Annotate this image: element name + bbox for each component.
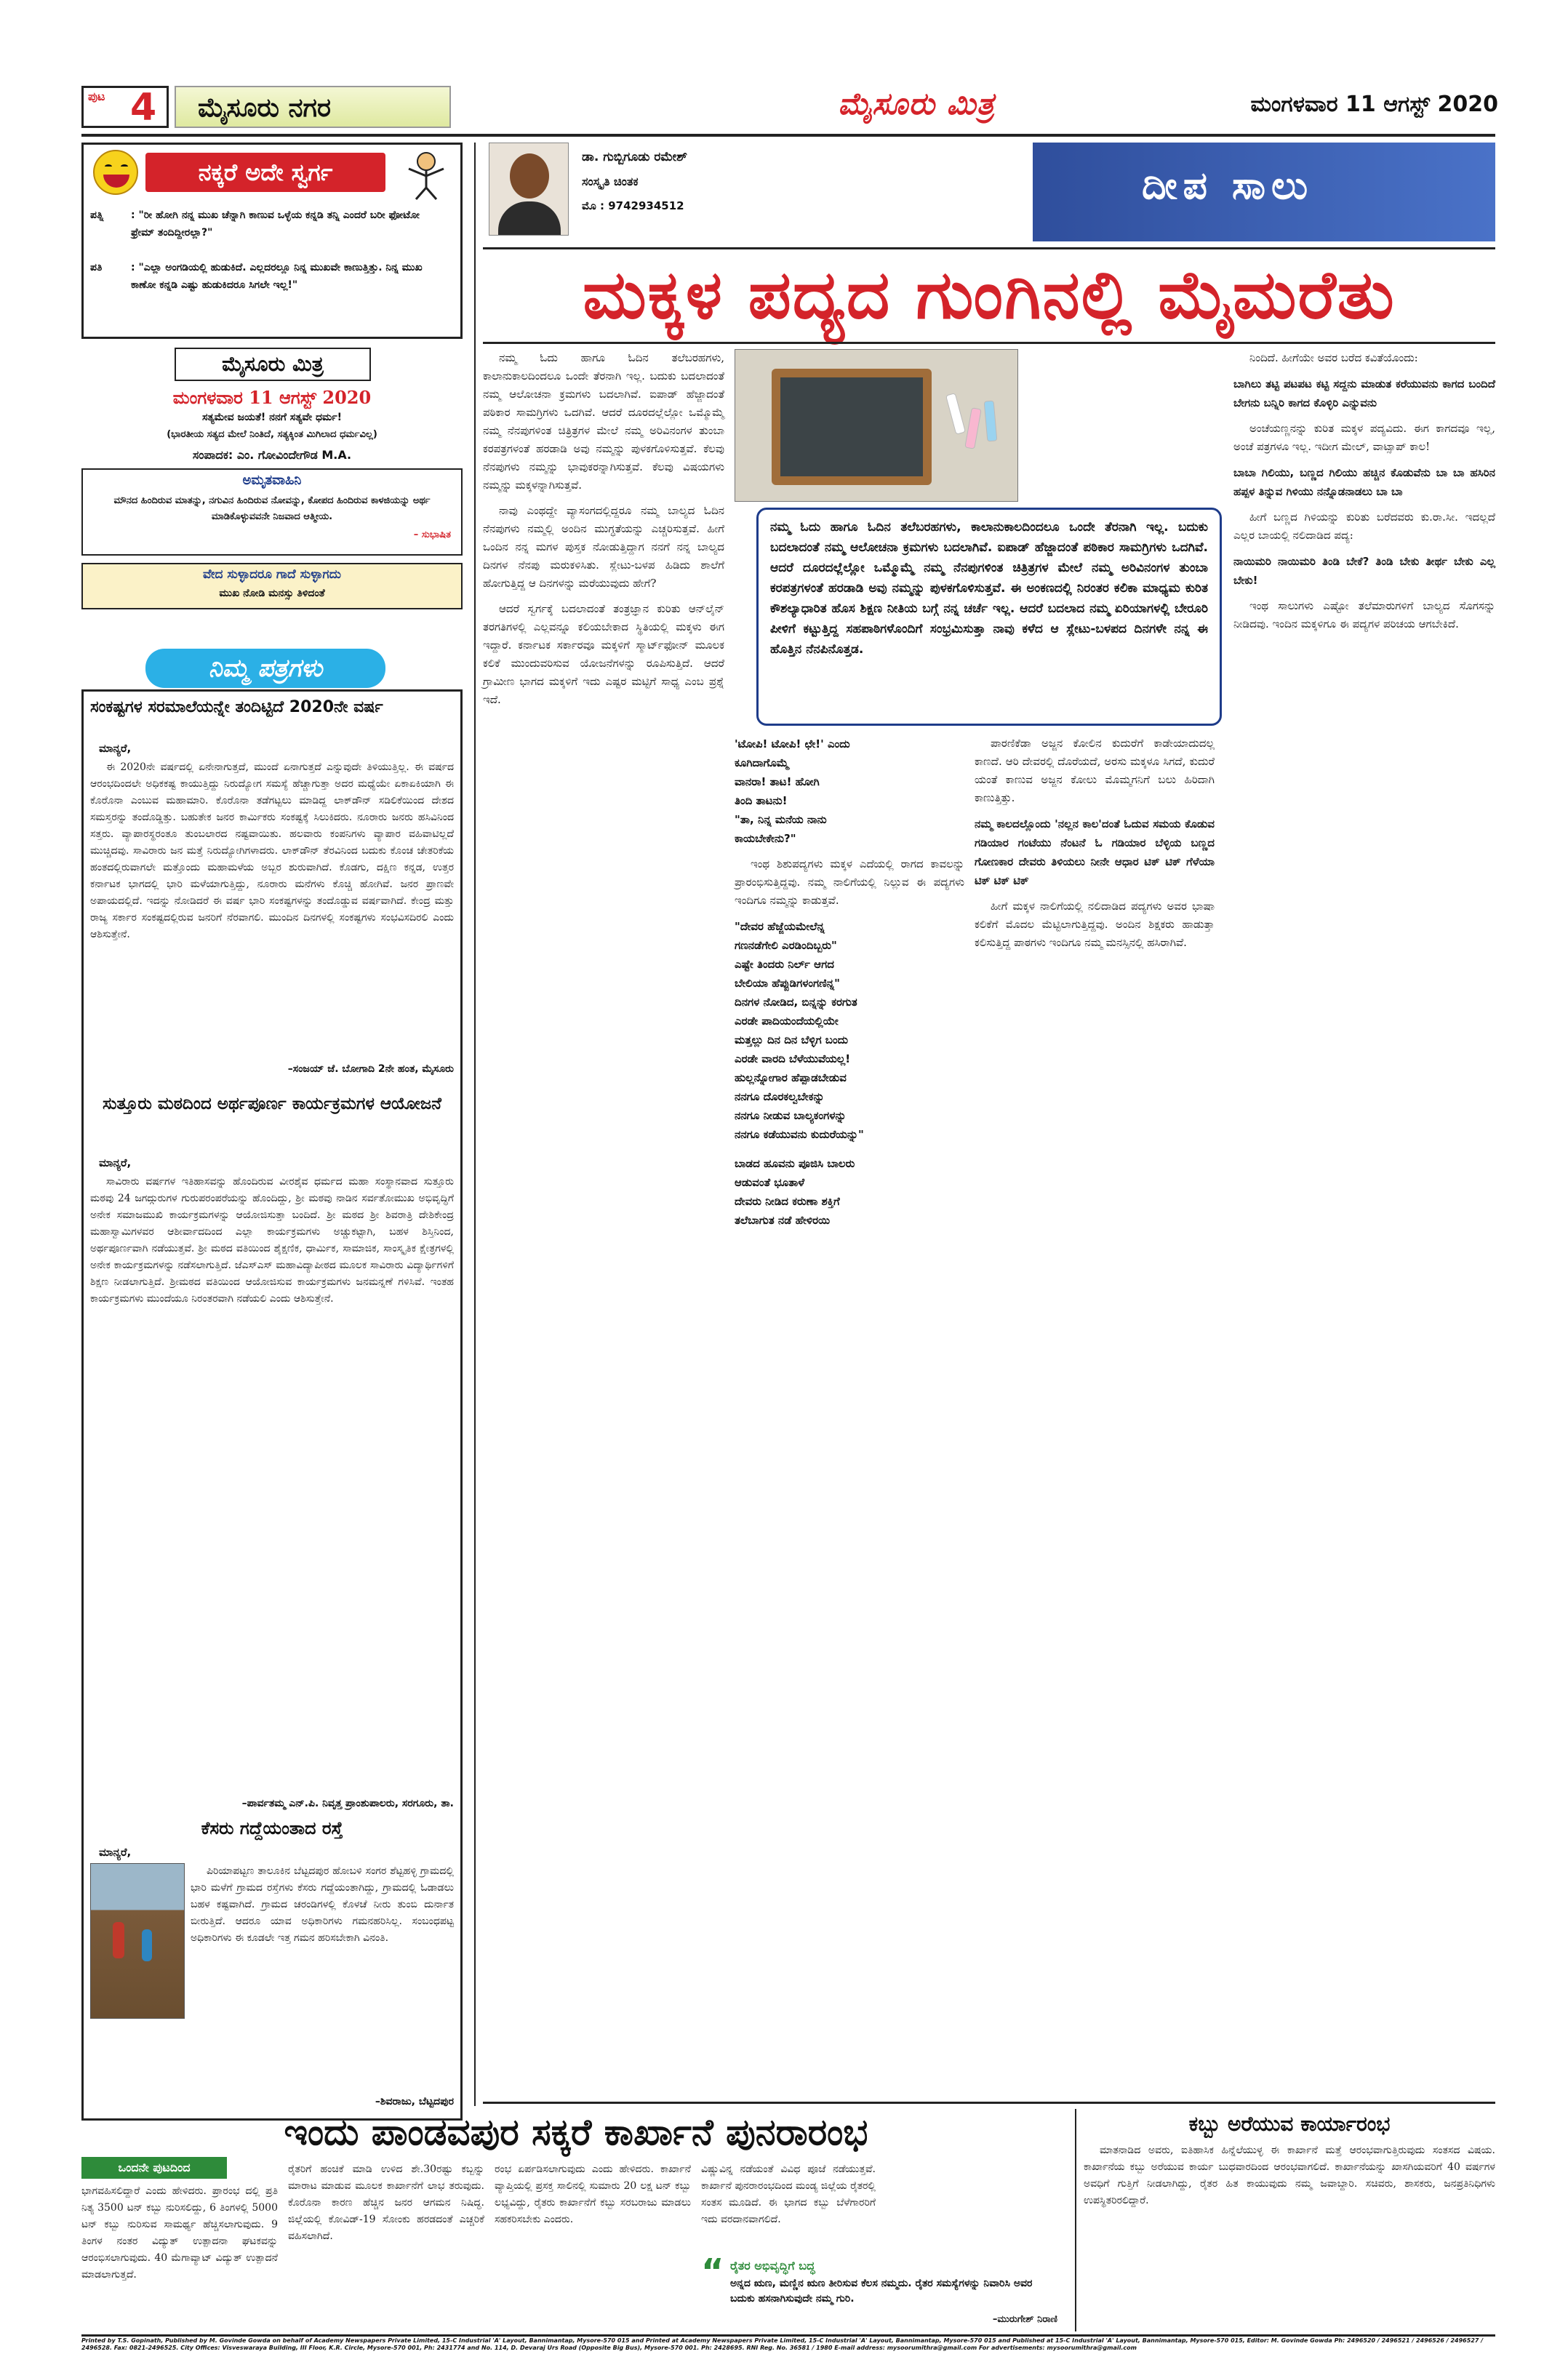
article-col-2 [735, 734, 964, 1230]
side-story-text: ಮಾತನಾಡಿದ ಅವರು, ಐತಿಹಾಸಿಕ ಹಿನ್ನೆಲೆಯುಳ್ಳ ಈ ಕಾರ್ಖಾನೆ ಮತ್ತೆ ಆರಂಭವಾಗುತ್ತಿರುವುದು ಸಂತಸದ ವಿಷಯ. ಕಾರ್ಖಾನೆಯ ಕಬ್ಬು ಅರೆಯುವ ಕಾರ್ಯ ಬುಧವಾರದಿಂದ ಆರಂಭವಾಗಲಿದೆ. ಕಾರ್ಖಾನೆಯನ್ನು ಖಾಸಗಿಯವರಿಗೆ 40 ವರ್ಷಗಳ ಅವಧಿಗೆ ಗುತ್ತಿಗೆ ನೀಡಲಾಗಿದ್ದು, ರೈತರ ಹಿತ ಕಾಯುವುದು ನಮ್ಮ ಜವಾಬ್ದಾರಿ. ಸಚಿವರು, ಶಾಸಕರು, ಜನಪ್ರತಿನಿಧಿಗಳು ಉಪಸ್ಥಿತರಿರಲಿದ್ದಾರೆ. [1084, 2145, 1495, 2206]
page-label: ಪುಟ [88, 89, 105, 103]
page-number: 4 [130, 86, 157, 129]
letter-1-signature: –ಸಂಜಯ್ ಜೆ. ಬೋಗಾದಿ 2ನೇ ಹಂತ, ಮೈಸೂರು [287, 1063, 454, 1075]
amruthavani-title: ಅಮೃತವಾಹಿನಿ [242, 473, 302, 488]
letter-2-salutation: ಮಾನ್ಯರೆ, [99, 1156, 132, 1169]
motto-2: (ಭಾರತೀಯ ಸತ್ಯದ ಮೇಲೆ ನಿಂತಿದೆ, ಸತ್ಯಕ್ಕಿಂತ ಮಿಗಿಲಾದ ಧರ್ಮವಿಲ್ಲ) [167, 429, 377, 440]
motto-1: ಸತ್ಯಮೇವ ಜಯತೆ! ನನಗೆ ಸತ್ಯವೇ ಧರ್ಮ! [201, 412, 342, 423]
postman-poem: ಬಾಗಿಲು ತಟ್ಟಿ ಪಟಪಟ ಕಟ್ಟಿ ಸದ್ದನು ಮಾಡುತ ಕರೆಯುವನು ಕಾಗದ ಬಂದಿದೆ ಬೇಗನು ಬನ್ನಿರಿ ಕಾಗದ ಕೊಳ್ಳಿರಿ ಎನ್ನುವನು [1233, 377, 1495, 409]
clock-poem: ನಮ್ಮ ಕಾಲದಲ್ಲೊಂದು 'ನಲ್ಲನ ಕಾಲ'ದಂತೆ ಓದುವ ಸಮಯ ಕೊಡುವ ಗಡಿಯಾರ ಗಂಟೆಯು ನೆಂಟನೆ ಓ ಗಡಿಯಾರ ಬೆಳ್ಳಿಯ ಬಣ್ಣದ ಗೋಣಕಾರ ದೇವರು ತಿಳಿಯಲು ನೀನೇ ಆಧಾರ ಟಿಕ್ ಟಿಕ್ ಗೆಳೆಯಾ ಟಿಕ್ ಟಿಕ್ ಟಿಕ್ [975, 817, 1215, 887]
quote-mark-icon: “ [701, 2251, 724, 2292]
article-headline: ಮಕ್ಕಳ ಪದ್ಯದ ಗುಂಗಿನಲ್ಲಿ ಮೈಮರೆತು [583, 256, 1396, 334]
editor-line: ಸಂಪಾದಕ: ಎಂ. ಗೋವಿಂದೇಗೌಡ M.A. [192, 448, 352, 462]
bottom-kicker: ಒಂದನೇ ಪುಟದಿಂದ [81, 2157, 227, 2179]
bottom-divider [1075, 2109, 1076, 2331]
article-para: ನಾವು ಎಂಥದ್ದೇ ವ್ಯಾಸಂಗದಲ್ಲಿದ್ದರೂ ನಮ್ಮ ಬಾಲ್ಯದ ಓದಿನ ನೆನಪುಗಳು ನಮ್ಮಲ್ಲಿ ಅಂದಿನ ಮುಗ್ಧತೆಯನ್ನು ಎಚ್ಚರಿಸುತ್ತವೆ. ಹೀಗೆ ಒಂದಿನ ನನ್ನ ಮಗಳ ಪುಸ್ತಕ ನೋಡುತ್ತಿದ್ದಾಗ ನನಗೆ ನನ್ನ ಬಾಲ್ಯದ ದಿನಗಳ ನೆನಪು ಮರುಕಳಿಸಿತು. ಸ್ಲೇಟು-ಬಳಪ ಹಿಡಿದು ಶಾಲೆಗೆ ಹೋಗುತ್ತಿದ್ದ ಆ ದಿನಗಳನ್ನು ಮರೆಯುವುದು ಹೇಗೆ? [483, 504, 724, 590]
joke-box-title: ನಕ್ಕರೆ ಅದೇ ಸ್ವರ್ಗ [145, 153, 385, 192]
letter-3-signature: –ಶಿವರಾಜು, ಬೆಟ್ಟದಪುರ [375, 2096, 454, 2107]
bottom-col-1: ಭಾಗವಹಿಸಲಿದ್ದಾರೆ ಎಂದು ಹೇಳಿದರು. ಪ್ರಾರಂಭ ದಲ್ಲಿ ಪ್ರತಿ ನಿತ್ಯ 3500 ಟನ್ ಕಬ್ಬು ನುರಿಸಲಿದ್ದು, 6 ತಿಂಗಳಲ್ಲಿ 5000 ಟನ್ ಕಬ್ಬು ನುರಿಸುವ ಸಾಮರ್ಥ್ಯ ಹೆಚ್ಚಿಸಲಾಗುವುದು. 9 ತಿಂಗಳ ನಂತರ ವಿದ್ಯುತ್ ಉತ್ಪಾದನಾ ಘಟಕವನ್ನು ಆರಂಭಿಸಲಾಗುವುದು. 40 ಮೆಗಾವ್ಯಾಟ್ ವಿದ್ಯುತ್ ಉತ್ಪಾದನೆ ಮಾಡಲಾಗುತ್ತದೆ. [81, 2185, 278, 2281]
page-number-box [81, 86, 169, 128]
quote-heading: ರೈತರ ಅಭಿವೃದ್ಧಿಗೆ ಬದ್ಧ [730, 2259, 815, 2273]
letter-2-body: ಸಾವಿರಾರು ವರ್ಷಗಳ ಇತಿಹಾಸವನ್ನು ಹೊಂದಿರುವ ವೀರಶೈವ ಧರ್ಮದ ಮಹಾ ಸಂಸ್ಥಾನವಾದ ಸುತ್ತೂರು ಮಠವು 24 ಜಗದ್ಗುರುಗಳ ಗುರುಪರಂಪರೆಯನ್ನು ಹೊಂದಿದ್ದು, ಶ್ರೀ ಮಠವು ನಾಡಿನ ಸರ್ವತೋಮುಖ ಅಭಿವೃದ್ಧಿಗೆ ಅನೇಕ ಸಮಾಜಮುಖಿ ಕಾರ್ಯಕ್ರಮಗಳನ್ನು ಆಯೋಜಿಸುತ್ತಾ ಬಂದಿದೆ. ಶ್ರೀ ಮಠದ ಶ್ರೀ ಶಿವರಾತ್ರಿ ದೇಶಿಕೇಂದ್ರ ಮಹಾಸ್ವಾಮಿಗಳವರ ಆಶೀರ್ವಾದದಿಂದ ಎಲ್ಲಾ ಕಾರ್ಯಕ್ರಮಗಳು ಅಚ್ಚುಕಟ್ಟಾಗಿ, ಬಹಳ ಶಿಸ್ತಿನಿಂದ, ಅರ್ಥಪೂರ್ಣವಾಗಿ ನಡೆಯುತ್ತವೆ. ಶ್ರೀ ಮಠದ ವತಿಯಿಂದ ಶೈಕ್ಷಣಿಕ, ಧಾರ್ಮಿಕ, ಸಾಮಾಜಿಕ, ಸಾಂಸ್ಕೃತಿಕ ಕ್ಷೇತ್ರಗಳಲ್ಲಿ ಅನೇಕ ಕಾರ್ಯಕ್ರಮಗಳನ್ನು ನಡೆಸಲಾಗುತ್ತಿದೆ. ಜೆಎಸ್‌ಎಸ್ ಮಹಾವಿದ್ಯಾಪೀಠದ ಮೂಲಕ ಸಾವಿರಾರು ವಿದ್ಯಾರ್ಥಿಗಳಿಗೆ ಶಿಕ್ಷಣ ನೀಡಲಾಗುತ್ತಿದೆ. ಶ್ರೀಮಠದ ವತಿಯಿಂದ ಆಯೋಜಿಸುವ ಕಾರ್ಯಕ್ರಮಗಳು ಜನಮನ್ನಣೆ ಗಳಿಸಿವೆ. ಇಂತಹ ಕಾರ್ಯಕ್ರಮಗಳು ಮುಂದೆಯೂ ನಿರಂತರವಾಗಿ ನಡೆಯಲಿ ಎಂದು ಆಶಿಸುತ್ತೇನೆ. [90, 1176, 454, 1305]
footer-rule [81, 2334, 1495, 2337]
bottom-col-3: ರಂಭ ಏರ್ಪಡಿಸಲಾಗುವುದು ಎಂದು ಹೇಳಿದರು. ಕಾರ್ಖಾನೆ ವ್ಯಾಪ್ತಿಯಲ್ಲಿ ಪ್ರಸಕ್ತ ಸಾಲಿನಲ್ಲಿ ಸುಮಾರು 20 ಲಕ್ಷ ಟನ್ ಕಬ್ಬು ಲಭ್ಯವಿದ್ದು, ರೈತರು ಕಾರ್ಖಾನೆಗೆ ಕಬ್ಬು ಸರಬರಾಜು ಮಾಡಲು ಸಹಕರಿಸಬೇಕು ಎಂದರು. [495, 2163, 691, 2225]
header-date: ಮಂಗಳವಾರ 11 ಆಗಸ್ಟ್ 2020 [1250, 92, 1498, 117]
parrot-poem: ಬಾಬಾ ಗಿಲಿಯು, ಬಣ್ಣದ ಗಿಲಿಯು ಹಚ್ಚಿನ ಕೊಡುವೆನು ಬಾ ಬಾ ಹಸಿರಿನ ಹಪ್ಪಳ ತಿನ್ನುವ ಗಿಳಿಯು ನನ್ನೊಡನಾಡಲು ಬಾ ಬಾ [1233, 466, 1495, 498]
poem-c: ಬಾಡದ ಹೂವನು ಪೂಜಿಸಿ ಬಾಲರು ಆಡುವಂತೆ ಭೂತಾಳೆ ದೇವರು ನೀಡಿದ ಕರುಣಾ ಶಕ್ತಿಗೆ ತಲೆಬಾಗುತ ನಡೆ ಹೇಳಿರಯಿ [735, 1157, 855, 1227]
letter-2-signature: –ಪಾರ್ವತಮ್ಮ ಎನ್.ಪಿ. ನಿವೃತ್ತ ಪ್ರಾಂಶುಪಾಲರು, ಸರಗೂರು, ತಾ. [241, 1798, 454, 1809]
slate-photo [735, 349, 1018, 502]
article-para: ಇಂಥ ಸಾಲುಗಳು ಎಷ್ಟೋ ತಲೆಮಾರುಗಳಿಗೆ ಬಾಲ್ಯದ ಸೊಗಸನ್ನು ನೀಡಿದವು. ಇಂದಿನ ಮಕ್ಕಳಿಗೂ ಈ ಪದ್ಯಗಳ ಪರಿಚಯ ಆಗಬೇಕಿದೆ. [1233, 599, 1495, 630]
article-bottom-rule [483, 2102, 1495, 2104]
bottom-col-2: ರೈತರಿಗೆ ಹಂಚಿಕೆ ಮಾಡಿ ಉಳಿದ ಶೇ.30ರಷ್ಟು ಕಬ್ಬನ್ನು ಮಾರಾಟ ಮಾಡುವ ಮೂಲಕ ಕಾರ್ಖಾನೆಗೆ ಲಾಭ ತರುವುದು. ಕೊರೊನಾ ಕಾರಣ ಹೆಚ್ಚಿನ ಜನರ ಆಗಮನ ನಿಷಿದ್ಧ. ಜಿಲ್ಲೆಯಲ್ಲಿ ಕೋವಿಡ್-19 ಸೋಂಕು ಹರಡದಂತೆ ಎಚ್ಚರಿಕೆ ವಹಿಸಲಾಗಿದೆ. [288, 2163, 484, 2242]
letter-3-salutation: ಮಾನ್ಯರೆ, [99, 1846, 132, 1859]
pullquote-text: ನಮ್ಮ ಓದು ಹಾಗೂ ಓದಿನ ತಲೆಬರಹಗಳು, ಕಾಲಾನುಕಾಲದಿಂದಲೂ ಒಂದೇ ತೆರನಾಗಿ ಇಲ್ಲ. ಬದುಕು ಬದಲಾದಂತೆ ನಮ್ಮ ಆಲೋಚನಾ ಕ್ರಮಗಳು ಬದಲಾಗಿವೆ. ಐಪಾಡ್ ಹೆಜ್ಜಾದಂತೆ ಪಠಿಕಾರ ಸಾಮಗ್ರಿಗಳು ಒದಗಿವೆ. ಆದರೆ ದೂರದಲ್ಲೆಲ್ಲೋ ಒಮ್ಮೊಮ್ಮೆ ನಮ್ಮ ನೆನಪುಗಳಿಂತ ಚಿತ್ರಿತ್ರಗಳ ಮೇಲೆ ನಮ್ಮ ಅರಿವಿನಂಗಳ ತುಂಬಾ ಕರಪತ್ರಗಳಂತೆ ಹರಡಾಡಿ ಅವು ನಮ್ಮನ್ನು ಪುಳಕಗೊಳಿಸುತ್ತವೆ. ಈ ಅಂಕಣದಲ್ಲಿ ನಿರಂತರ ಕಲಿಕಾ ಮಾಧ್ಯಮ ಕುರಿತ ಕೌಶಲ್ಯಾಧಾರಿತ ಹೊಸ ಶಿಕ್ಷಣ ನೀತಿಯ ಬಗ್ಗೆ ನನ್ನ ಚರ್ಚೆ ಇಲ್ಲ. ಆದರೆ ಬದಲಾದ ನಮ್ಮ ಏರಿಯಾಗಳಲ್ಲಿ ಬೇರೂರಿ ಪೀಳಿಗೆ ಕಟ್ಟುತ್ತಿದ್ದ ಸಹಪಾಠಿಗಳೊಂದಿಗೆ ಸಂಭ್ರಮಿಸುತ್ತಾ ನಾವು ಕಳೆದ ಆ ಸ್ಲೇಟು-ಬಳಪದ ದಿನಗಳೇ ನನ್ನ ಈ ಹೊತ್ತಿನ ನೆನಪಿನೊತ್ತಡ. [770, 520, 1208, 657]
article-para: ಇಂಥ ಶಿಶುಪದ್ಯಗಳು ಮಕ್ಕಳ ಎದೆಯಲ್ಲಿ ರಾಗದ ಕಾವಲನ್ನು ಪ್ರಾರಂಭಿಸುತ್ತಿದ್ದವು. ನಮ್ಮ ನಾಲಿಗೆಯಲ್ಲಿ ನಿಲ್ಲುವ ಈ ಪದ್ಯಗಳು ಇಂದಿಗೂ ನಮ್ಮನ್ನು ಕಾಡುತ್ತವೆ. [735, 857, 964, 907]
pullquote-box [756, 508, 1222, 726]
letter-1-body: ಈ 2020ನೇ ವರ್ಷದಲ್ಲಿ ಏನೇನಾಗುತ್ತದೆ, ಮುಂದೆ ಏನಾಗುತ್ತದೆ ಎನ್ನುವುದೇ ತಿಳಿಯುತ್ತಿಲ್ಲ. ಈ ವರ್ಷದ ಆರಂಭದಿಂದಲೇ ಅಧಿಕಕಷ್ಟ ಕಾಯುತ್ತಿದ್ದು ನಿರುದ್ಯೋಗ ಸಮಸ್ಯೆ ಹೆಚ್ಚಾಗುತ್ತಾ ಅದರ ಮಧ್ಯೆಯೇ ಏಕಾಏಕಿಯಾಗಿ ಈ ಕೊರೊನಾ ಎಂಬುವ ಮಹಾಮಾರಿ. ಕೊರೊನಾ ತಡೆಗಟ್ಟಲು ಮಾಡಿದ್ದ ಲಾಕ್‌ಡೌನ್ ಸಡಿಲಿಕೆಯಿಂದ ದೇಶದ ಸಮಸ್ತರನ್ನು ತಂದೊಡ್ಡಿತ್ತು. ಬಹುತೇಕ ಜನರ ಕಾರ್ಮಿಕರು ಸಂಕಷ್ಟಕ್ಕೆ ಸಿಲುಕಿದರು. ನೂರಾರು ಜನರು ಹಸಿವಿನಿಂದ ಸತ್ತರು. ವ್ಯಾಪಾರಸ್ಥರಂತೂ ತುಂಬಲಾರದ ನಷ್ಟವಾಯಿತು. ಹಲವಾರು ಕಂಪನಿಗಳು ವ್ಯಾಪಾರ ವಹಿವಾಟಿಲ್ಲದೆ ಮುಚ್ಚಿದವು. ಸಾವಿರಾರು ಜನ ಮತ್ತೆ ನಿರುದ್ಯೋಗಿಗಳಾದರು. ಲಾಕ್‌ಡೌನ್ ತೆರವಿನಿಂದ ಬದುಕು ಕೊಂಚ ಚೇತರಿಕೆಯ ಹಂತದಲ್ಲಿರುವಾಗಲೇ ಮತ್ತೊಂದು ಮಹಾಮಳೆಯ ಅಬ್ಬರ ಶುರುವಾಗಿದೆ. ಕೊಡಗು, ದಕ್ಷಿಣ ಕನ್ನಡ, ಉತ್ತರ ಕರ್ನಾಟಕ ಭಾಗದಲ್ಲಿ ಭಾರಿ ಮಳೆಯಾಗುತ್ತಿದ್ದು, ನೂರಾರು ಮನೆಗಳು ಕೊಚ್ಚಿ ಹೋಗಿವೆ. ಜನರ ಪ್ರಾಣವೇ ಅಪಾಯದಲ್ಲಿದೆ. ಇದನ್ನು ನೋಡಿದರೆ ಈ ವರ್ಷ ಭಾರಿ ಸಂಕಷ್ಟಗಳನ್ನು ತಂದೊಡ್ಡುವ ವರ್ಷವಾಗಿದೆ. ಕೇಂದ್ರ ಮತ್ತು ರಾಜ್ಯ ಸರ್ಕಾರ ಸಂಕಷ್ಟದಲ್ಲಿರುವ ಜನರಿಗೆ ನೆರವಾಗಲಿ. ಮುಂದಿನ ದಿನಗಳಲ್ಲಿ ಸಂಕಷ್ಟಗಳು ಸಂಭವಿಸದಿರಲಿ ಎಂದು ಆಶಿಸುತ್ತೇನೆ. [90, 761, 454, 940]
author-phone: ಮೊ : 9742934512 [582, 199, 684, 212]
road-mud-photo [90, 1863, 185, 2019]
bottom-col-4: ವಿಷ್ಣುವಿನ್ನ ನಡೆಯಂತೆ ವಿವಿಧ ಪೂಜೆ ನಡೆಯುತ್ತವೆ. ಕಾರ್ಖಾನೆ ಪುನರಾರಂಭದಿಂದ ಮಂಡ್ಯ ಜಿಲ್ಲೆಯ ರೈತರಲ್ಲಿ ಸಂತಸ ಮೂಡಿದೆ. ಈ ಭಾಗದ ಕಬ್ಬು ಬೆಳೆಗಾರರಿಗೆ ಇದು ವರದಾನವಾಗಲಿದೆ. [701, 2163, 876, 2225]
mini-masthead-date: ಮಂಗಳವಾರ 11 ಆಗಸ್ಟ್ 2020 [172, 387, 372, 408]
masthead-logo: ಮೈಸೂರು ಮಿತ್ರ [838, 86, 995, 121]
article-para: ನಿಂದಿದೆ. ಹೀಗೆಯೇ ಅವರ ಬರೆದ ಕವಿತೆಯೊಂದು: [1249, 351, 1418, 364]
letter-1-title: ಸಂಕಷ್ಟಗಳ ಸರಮಾಲೆಯನ್ನೇ ತಂದಿಟ್ಟಿದೆ 2020ನೇ ವರ್ಷ [90, 698, 383, 716]
letter-3-title: ಕೆಸರು ಗದ್ದೆಯಂತಾದ ರಸ್ತೆ [201, 1818, 343, 1838]
article-para: ಹೀಗೆ ಮಕ್ಕಳ ನಾಲಿಗೆಯಲ್ಲಿ ನಲಿದಾಡಿದ ಪದ್ಯಗಳು ಅವರ ಭಾಷಾ ಕಲಿಕೆಗೆ ಮೊದಲ ಮೆಟ್ಟಿಲಾಗುತ್ತಿದ್ದವು. ಅಂದಿನ ಶಿಕ್ಷಕರು ಹಾಡುತ್ತಾ ಕಲಿಸುತ್ತಿದ್ದ ಪಾಠಗಳು ಇಂದಿಗೂ ನಮ್ಮ ಮನಸ್ಸಿನಲ್ಲಿ ಹಸಿರಾಗಿವೆ. [975, 900, 1215, 949]
mini-masthead: ಮೈಸೂರು ಮಿತ್ರ [175, 348, 371, 381]
article-para: ಹೀಗೆ ಬಣ್ಣದ ಗಿಳಿಯನ್ನು ಕುರಿತು ಬರೆದವರು ಕು.ರಾ.ಸೀ. ಇದಲ್ಲದೆ ಎಲ್ಲರ ಬಾಯಲ್ಲಿ ನಲಿದಾಡಿದ ಪದ್ಯ: [1233, 511, 1495, 542]
cartoon-figure-icon [399, 150, 454, 201]
proverb-title: ವೇದ ಸುಳ್ಳಾದರೂ ಗಾದೆ ಸುಳ್ಳಾಗದು [203, 567, 341, 582]
left-column-divider [474, 143, 476, 2106]
joke-line-1: ಪತ್ನಿ : "ರೀ ಹೋಗಿ ನನ್ನ ಮುಖ ಚೆನ್ನಾಗಿ ಕಾಣುವ ಒಳ್ಳೆಯ ಕನ್ನಡಿ ತನ್ನಿ ಎಂದರೆ ಬರೀ ಫೋಟೋ ಫ್ರೇಮ್ ತಂದಿದ್ದೀರಲ್ಲಾ?" [90, 209, 420, 239]
article-col-4 [1233, 349, 1495, 641]
amruthavani-source: – ಸುಭಾಷಿತ [413, 529, 451, 540]
quote-box [701, 2251, 1065, 2331]
quote-text: ಅನ್ನದ ಋಣ, ಮಣ್ಣಿನ ಋಣ ತೀರಿಸುವ ಕೆಲಸ ನಮ್ಮದು. ರೈತರ ಸಮಸ್ಯೆಗಳನ್ನು ನಿವಾರಿಸಿ ಅವರ ಬದುಕು ಹಸನಾಗಿಸುವುದೇ ನಮ್ಮ ಗುರಿ. [730, 2278, 1033, 2305]
side-story-title: ಕಬ್ಬು ಅರೆಯುವ ಕಾರ್ಯಾರಂಭ [1188, 2112, 1391, 2136]
author-role: ಸಂಸ್ಕೃತಿ ಚಿಂತಕ [582, 175, 639, 188]
joke-line-2: ಪತಿ : "ಎಲ್ಲಾ ಅಂಗಡಿಯಲ್ಲಿ ಹುಡುಕಿದೆ. ಎಲ್ಲದರಲ್ಲೂ ನಿನ್ನ ಮುಖವೇ ಕಾಣುತ್ತಿತ್ತು. ನಿನ್ನ ಮುಖ ಕಾಣೋ ಕನ್ನಡಿ ಎಷ್ಟು ಹುಡುಕಿದರೂ ಸಿಗಲೇ ಇಲ್ಲ!" [90, 262, 423, 291]
letters-heading: ನಿಮ್ಮ ಪತ್ರಗಳು [145, 649, 385, 688]
laughing-face-icon [93, 150, 138, 195]
section-label: ಮೈಸೂರು ನಗರ [175, 86, 451, 128]
headline-top-rule [483, 247, 1495, 249]
imprint-line: Printed by T.S. Gopinath, Published by M. Govinde Gowda on behalf of Academy Newspapers Private Limited, 15-C Industrial 'A' Layout, Bannimantap, Mysore-570 015 and Printed at Academy Newspapers Private Limited, 15-C Industrial 'A' Layout, Bannimantap, Mysore-570 015 and Published at 15-C Industrial 'A' Layout, Bannimantap, Mysore-570 015, Editor: M. Govinde Gowda Ph: 2496520 / 2496521 / 2496526 / 2496527 / 2496528. Fax: 0821-2496525. City Offices: Visveswaraya Building, III Floor, K.R. Circle, Mysore-570 001, Ph: 2431774 and No. 114, D. Devaraj Urs Road (Opposite Big Bus), Mysore-570 001. Ph: 2428695. RNI Reg. No. 36581 / 1980 E-mail address: mysoorumithra@gmail.com For advertisements: mysoorumithra@gmail.com [81, 2337, 1484, 2351]
bottom-headline: ಇಂದು ಪಾಂಡವಪುರ ಸಕ್ಕರೆ ಕಾರ್ಖಾನೆ ಪುನರಾರಂಭ [284, 2111, 868, 2153]
article-para: ಅಂಚೆಯಣ್ಣನನ್ನು ಕುರಿತ ಮಕ್ಕಳ ಪದ್ಯವಿದು. ಈಗ ಕಾಗದವೂ ಇಲ್ಲ, ಅಂಚೆ ಪತ್ರಗಳೂ ಇಲ್ಲ. ಇದೀಗ ಮೇಲ್, ವಾಟ್ಸಾಪ್ ಕಾಲ! [1233, 422, 1495, 453]
header-rule [81, 134, 1495, 137]
author-photo [489, 143, 569, 236]
article-col-1 [483, 349, 724, 716]
poem-b: "ದೇವರ ಹೆಜ್ಜೆಯಮೇಲೆನ್ನ ಗಣನಡೆಗೇಲಿ ಎರಡಿಂದಿಬ್ಬರು" ಎಷ್ಟೇ ತಿಂದರು ನಿರ್ಲ್ ಆಗದ ಬೇಲಿಯಾ ಹೆಪ್ಪುಡಿಗಳಂಗಣಿನ್ನ" ದಿನಗಳ ನೋಡಿದ, ಬಿನ್ನನ್ನು ಕರಗುತ ಎರಡೇ ಪಾದಿಯಂದೆಯಲ್ಲಿಯೇ ಮತ್ತಲ್ಲು ದಿನ ದಿನ ಬೆಳ್ಳಿಗ ಬಂದು ಎರಡೇ ವಾರದಿ ಬೆಳೆಯುವೆಯಲ್ಲ! ಹುಲ್ಲನ್ನೋಗಾರ ಹೆಪ್ಪಾಡಬೇಡುವ ನನಗೂ ದೊರಕಲ್ವಬೇಕನ್ನು ನನಗೂ ನೀಡುವ ಬಾಲ್ಯಕಂಗಳನ್ನು ನನಗೂ ಕಡೆಯುವನು ಕುದುರೆಯನ್ನು" [735, 920, 864, 1141]
letter-3-body: ಪಿರಿಯಾಪಟ್ಟಣ ತಾಲೂಕಿನ ಬೆಟ್ಟದಪುರ ಹೋಬಳಿ ಸಂಗರ ಶೆಟ್ಟಹಳ್ಳಿ ಗ್ರಾಮದಲ್ಲಿ ಭಾರಿ ಮಳೆಗೆ ಗ್ರಾಮದ ರಸ್ತೆಗಳು ಕೆಸರು ಗದ್ದೆಯಂತಾಗಿದ್ದು, ಗ್ರಾಮದಲ್ಲಿ ಓಡಾಡಲು ಬಹಳ ಕಷ್ಟವಾಗಿದೆ. ಗ್ರಾಮದ ಚರಂಡಿಗಳಲ್ಲಿ ಕೊಳಚೆ ನೀರು ತುಂಬಿ ದುರ್ನಾತ ಬೀರುತ್ತಿದೆ. ಆದರೂ ಯಾವ ಅಧಿಕಾರಿಗಳು ಗಮನಹರಿಸಿಲ್ಲ. ಸಂಬಂಧಪಟ್ಟ ಅಧಿಕಾರಿಗಳು ಈ ಕೂಡಲೇ ಇತ್ತ ಗಮನ ಹರಿಸಬೇಕಾಗಿ ವಿನಂತಿ. [191, 1865, 454, 1944]
quote-attribution: –ಮುರುಗೇಶ್ ನಿರಾಣಿ [992, 2314, 1057, 2325]
proverb-text: ಮುಖ ನೋಡಿ ಮನಸ್ಸು ತಿಳಿದಂತೆ [219, 588, 325, 599]
article-para: ಪಾರಣಿಕೆಡಾ ಅಜ್ಜನ ಕೋಲಿನ ಕುದುರೆಗೆ ಕಾಡೇಯಾದುದಲ್ಲ ಕಾಣದೆ. ಆರಿ ದೇವರಲ್ಲಿ ದೊರೆಯದೆ, ಅರಸು ಮಕ್ಕಳೂ ಸಿಗದೆ, ಕುದುರೆ ಯಂತೆ ಕಾಣುವ ಅಜ್ಜನ ಕೋಲು ಮೊಮ್ಮಗನಿಗೆ ಬಲು ಹಿರಿದಾಗಿ ಕಾಣುತ್ತಿತ್ತು. [975, 737, 1215, 804]
puppy-poem: ನಾಯಿಮರಿ ನಾಯಿಮರಿ ತಿಂಡಿ ಬೇಕೆ? ತಿಂಡಿ ಬೇಕು ತೀರ್ಥ ಬೇಕು ಎಲ್ಲ ಬೇಕು! [1233, 555, 1495, 587]
article-para: ಆದರೆ ಸ್ವರ್ಗಕ್ಕೆ ಬದಲಾದಂತೆ ತಂತ್ರಜ್ಞಾನ ಕುರಿತು ಆನ್‌ಲೈನ್ ತರಗತಿಗಳಲ್ಲಿ ಎಲ್ಲವನ್ನೂ ಕಲಿಯಬೇಕಾದ ಸ್ಥಿತಿಯಲ್ಲಿ ಮಕ್ಕಳು ಈಗ ಇದ್ದಾರೆ. ಕರ್ನಾಟಕ ಸರ್ಕಾರವೂ ಮಕ್ಕಳಿಗೆ ಸ್ಮಾರ್ಟ್‌ಫೋನ್ ಮೂಲಕ ಕಲಿಕೆ ಮುಂದುವರಿಸುವ ಯೋಜನೆಗಳನ್ನು ರೂಪಿಸುತ್ತಿದೆ. ಆದರೆ ಗ್ರಾಮೀಣ ಭಾಗದ ಮಕ್ಕಳಿಗೆ ಇದು ಎಷ್ಟರ ಮಟ್ಟಿಗೆ ಸಾಧ್ಯ ಎಂಬ ಪ್ರಶ್ನೆ ಇದೆ. [483, 602, 724, 706]
column-name-band: ದೀಪ ಸಾಲು [1033, 143, 1495, 241]
letter-1-salutation: ಮಾನ್ಯರೆ, [99, 742, 132, 755]
author-name: ಡಾ. ಗುಬ್ಬಿಗೂಡು ರಮೇಶ್ [582, 150, 687, 164]
headline-bottom-rule [483, 342, 1495, 344]
amruthavani-text: ಮೌನದ ಹಿಂದಿರುವ ಮಾತನ್ನು, ನಗುವಿನ ಹಿಂದಿರುವ ನೋವನ್ನು, ಕೋಪದ ಹಿಂದಿರುವ ಕಾಳಜಿಯನ್ನು ಅರ್ಥ ಮಾಡಿಕೊಳ್ಳುವವನೇ ನಿಜವಾದ ಆತ್ಮೀಯ. [113, 495, 431, 522]
letter-2-title: ಸುತ್ತೂರು ಮಠದಿಂದ ಅರ್ಥಪೂರ್ಣ ಕಾರ್ಯಕ್ರಮಗಳ ಆಯೋಜನೆ [103, 1094, 441, 1113]
article-col-3 [975, 734, 1215, 959]
poem-a: 'ಟೋಪಿ! ಟೋಪಿ! ಛೇ!' ಎಂದು ಕೂಗಿದಾಗೊಮ್ಮೆ ವಾನರಾ! ತಾಟ! ಹೋಗಿ ತಿಂದಿ ತಾಟನು! "ತಾ, ನಿನ್ನ ಮನೆಯ ನಾನು ಕಾಯಬೇಕೇನು?" [735, 737, 850, 845]
article-para: ನಮ್ಮ ಓದು ಹಾಗೂ ಓದಿನ ತಲೆಬರಹಗಳು, ಕಾಲಾನುಕಾಲದಿಂದಲೂ ಒಂದೇ ತೆರನಾಗಿ ಇಲ್ಲ. ಬದುಕು ಬದಲಾದಂತೆ ನಮ್ಮ ಆಲೋಚನಾ ಕ್ರಮಗಳು ಬದಲಾಗಿವೆ. ಐಪಾಡ್ ಹೆಜ್ಜಾದಂತೆ ಪಠಿಕಾರ ಸಾಮಗ್ರಿಗಳು ಒದಗಿವೆ. ಆದರೆ ದೂರದಲ್ಲೆಲ್ಲೋ ಒಮ್ಮೊಮ್ಮೆ ನಮ್ಮ ನೆನಪುಗಳಿಂತ ಚಿತ್ರಿತ್ರಗಳ ಮೇಲೆ ನಮ್ಮ ಅರಿವಿನಂಗಳ ತುಂಬಾ ಕರಪತ್ರಗಳಂತೆ ಹರಡಾಡಿ ಅವು ನಮ್ಮನ್ನು ಪುಳಕಗೊಳಿಸುತ್ತವೆ. ಕೆಲವು ನೆನಪುಗಳು ನಮ್ಮನ್ನು ಭಾವುಕರನ್ನಾಗಿಸುತ್ತವೆ. ಕೆಲವು ವಿಷಯಗಳು ನಮ್ಮನ್ನು ಮಕ್ಕಳನ್ನಾಗಿಸುತ್ತವೆ. [483, 351, 724, 492]
